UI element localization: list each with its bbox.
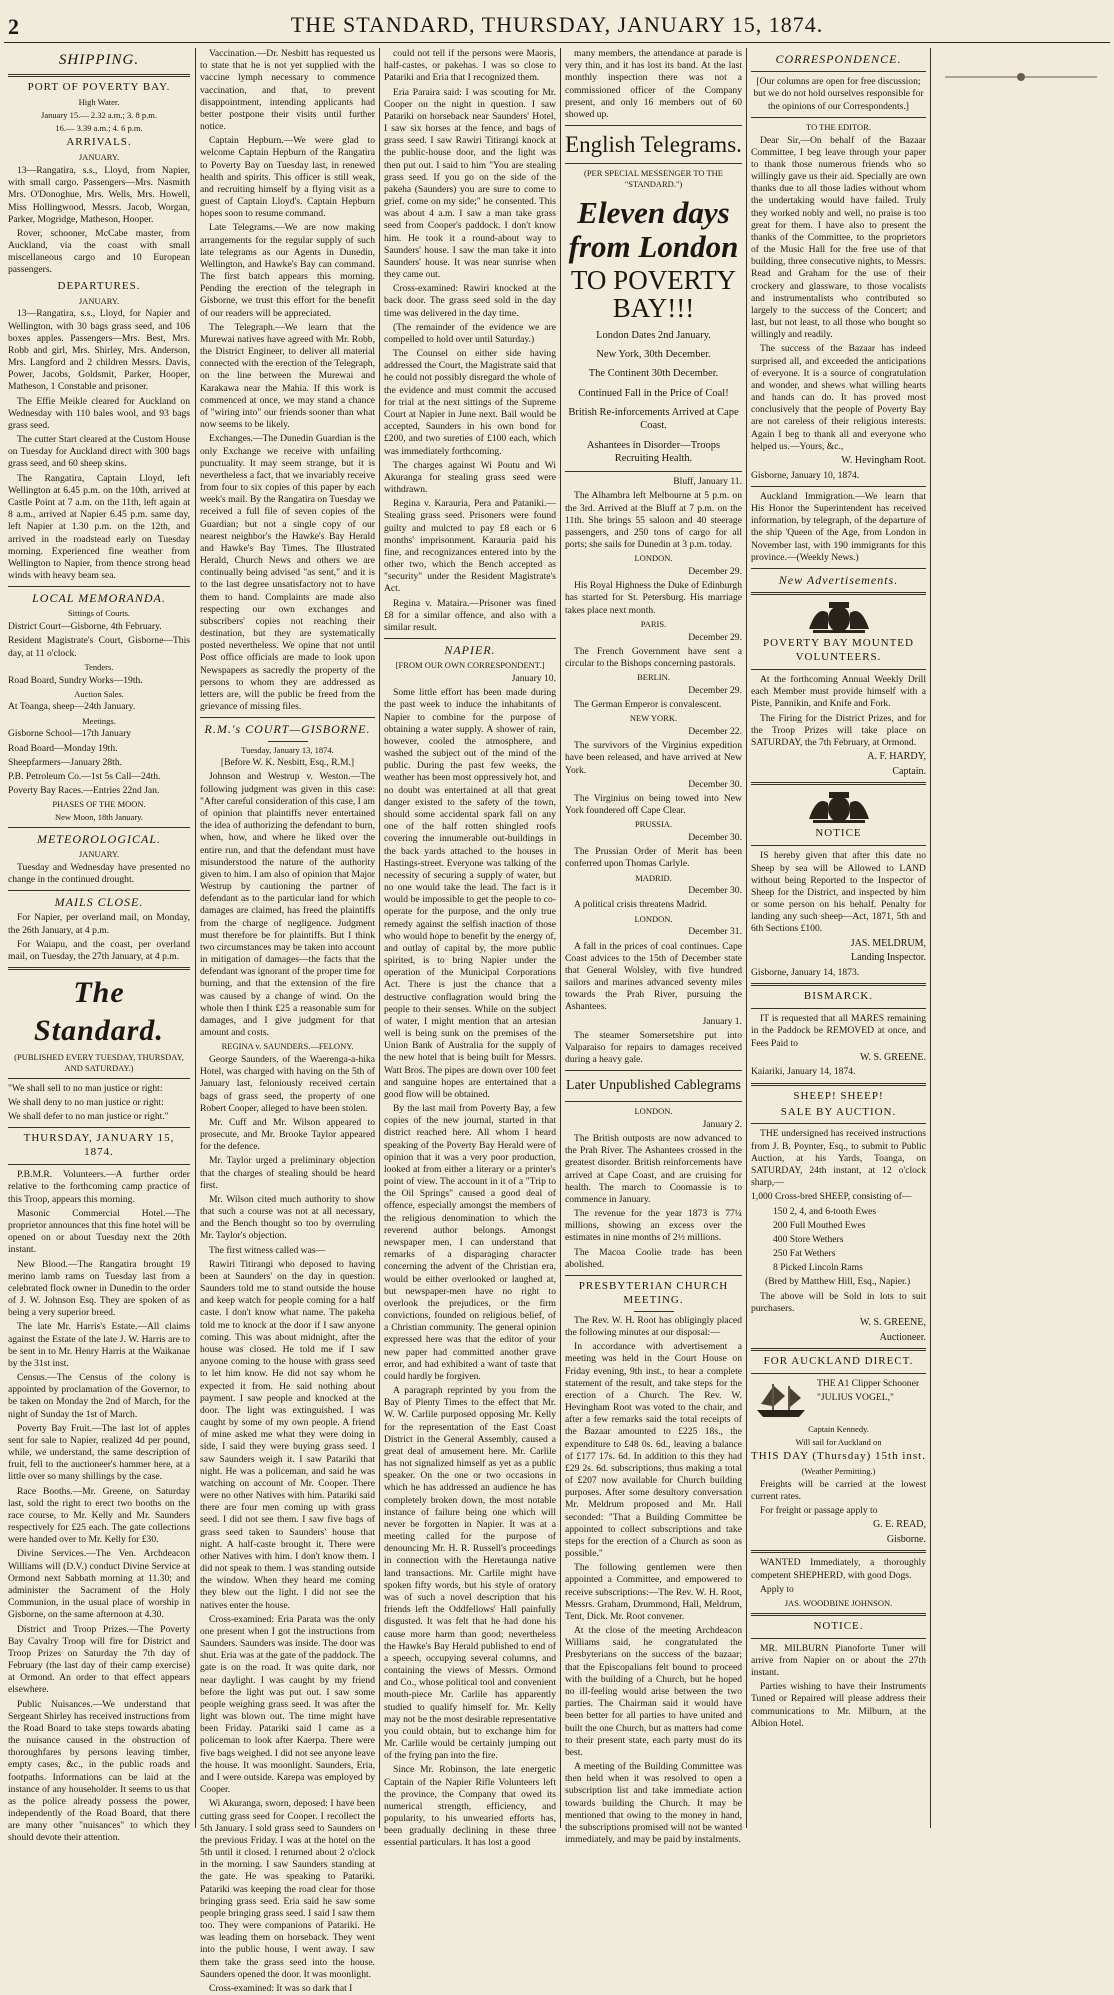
divider xyxy=(751,1008,926,1009)
headline-line: Continued Fall in the Price of Coal! xyxy=(578,387,729,399)
court-item: The first witness called was— xyxy=(209,1244,326,1256)
section-shipping: SHIPPING. xyxy=(58,52,140,68)
column-divider xyxy=(746,48,747,1828)
column-shipping xyxy=(8,48,190,1844)
telegram-item: A political crisis threatens Madrid. xyxy=(574,899,707,911)
telegram-date: December 30. xyxy=(688,831,742,843)
auction-line: At Toanga, sheep—24th January. xyxy=(8,701,136,713)
telegram-place: BERLIN. xyxy=(637,672,670,683)
notice-ad-title: NOTICE. xyxy=(813,1619,864,1632)
departures-heading: DEPARTURES. xyxy=(57,279,141,292)
news-item: Masonic Commercial Hotel.—The proprietor announces that this fine hotel will be opened on or about Tuesday next the 20th instant. xyxy=(8,1207,190,1256)
divider xyxy=(200,717,375,718)
divider xyxy=(751,669,926,670)
divider xyxy=(751,592,926,595)
masthead xyxy=(0,0,1114,44)
telegram-place: PARIS. xyxy=(640,618,667,629)
ad-signature: JAS. WOODBINE JOHNSON. xyxy=(784,1597,893,1608)
column-court-napier xyxy=(384,48,556,1849)
column-correspondence xyxy=(751,48,926,1828)
captain-line: Captain Kennedy. xyxy=(808,1424,869,1435)
news-item: New Blood.—The Rangatira brought 19 merino lamb rams on Tuesday last from a celebrated flock owner in Dunedin to the order of J. W. Johnson Esq. They are spoken of as being a very superior breed. xyxy=(8,1258,190,1319)
issue-date: THURSDAY, JANUARY 15, 1874. xyxy=(23,1132,175,1159)
telegram-item: The British outposts are now advanced to the Prah River. The Ashantees crossed in the greatest disorder. British reinforcements have arrived at Cape Coast, and are cruising for health. The march to Coomassie is to commence in January. xyxy=(565,1133,742,1205)
later-cablegrams-headline: Later Unpublished Cablegrams xyxy=(566,1078,741,1094)
weather-text: Tuesday and Wednesday have presented no change in the continued drought. xyxy=(8,861,190,886)
shipping-news: The Effie Meikle cleared for Auckland on Wednesday with 110 bales wool, and 93 bags grass seed. xyxy=(8,395,190,431)
napier-item: many members, the attendance at parade is very thin, and it has lost its band. At the last monthly inspection there was not a commissioned officer of the Company present, and only 16 members out of 60 showed up. xyxy=(565,48,742,120)
divider xyxy=(565,1070,742,1071)
telegram-date: January 2. xyxy=(702,1118,742,1130)
divider xyxy=(751,1123,926,1124)
divider xyxy=(751,71,926,72)
news-item: Divine Services.—The Ven. Archdeacon Williams will (D.V.) conduct Divine Service at Ormond next Sabbath morning at 11.30; and administer the Sacrament of the Holy Communion, in the usual place of worship in Gisborne, on the same afternoon at 4.30. xyxy=(8,1548,190,1621)
court-item: Wi Akuranga, sworn, deposed: I have been cutting grass seed for Cooper. I recollect the 5th January. I sold grass seed to Saunders on the previous Friday. I was at the hotel on the 5th until it closed. I returned about 2 o'clock in the morning. I saw Saunders standing at the gate. He was speaking to Patariki. Patariki was keeping the road clear for those bringing grass seed. Eria said he saw some people bringing grass seed. I said I saw them too. They were companions of Patariki. He was leading them on horseback. They went into the public house, I went away. I saw them take the grass seed into the house. Saunders opened the door. It was moonlight. xyxy=(200,1798,375,1980)
section-napier: NAPIER. xyxy=(444,643,496,658)
news-item: Exchanges.—The Dunedin Guardian is the only Exchange we receive with unfailing punctuality. It may seem strange, but it is nevertheless a fact, that we invariably receive from four to six copies of this paper by each week's mail. By the Rangatira on Tuesday we received a full file of seven copies of the Guardian; but not a single copy of our nearest neighbor's the Hawke's Bay Herald and Hawke's Bay Times. The Illustrated Herald, Church News and others we are continually being advised "as sent," and it is to the last degree unsatisfactory not to have them to hand. Complaints are made also respecting our own exchanges and subscribers' copies not reaching their destination, but they are systematically posted nevertheless. We opine that not until Post office officials are made to look upon Newspapers as sacredly the property of the persons to whom they are addressed as letters are, will the public be freed from the grievance of missing files. xyxy=(200,433,375,713)
telegram-place: LONDON. xyxy=(634,553,673,564)
presbyterian-item: A meeting of the Building Committee was then held when it was resolved to open a subscription list and take immediate action towards building the Church. It may be mentioned that owing to the money in hand, the subscriptions promised will not be wanted immediately, and may be paid by instalments. xyxy=(565,1761,742,1846)
telegram-item: The German Emperor is convalescent. xyxy=(574,699,722,711)
letter-para: The success of the Bazaar has indeed surprised all, and exceeded the anticipations of everyone. It is a source of congratulation and wonder, and shews what willing hearts and hands can do. It has proved most conclusively that the people of Poverty Bay are not careless of their religious interests. Again I beg to thank all and everyone who helped us.—Yours, &c., xyxy=(751,343,926,452)
section-local-memoranda: LOCAL MEMORANDA. xyxy=(32,591,166,606)
divider xyxy=(565,471,742,472)
court-item: Cross-examined: It was so dark that I xyxy=(209,1982,353,1994)
telegram-date: January 1. xyxy=(702,1015,742,1027)
divider xyxy=(751,1083,926,1086)
section-meteorological: METEOROLOGICAL. xyxy=(36,831,161,846)
divider xyxy=(634,1311,674,1312)
sale-item: 150 2, 4, and 6-tooth Ewes xyxy=(773,1205,877,1217)
masthead-rule xyxy=(4,42,1110,43)
divider xyxy=(565,125,742,126)
newspaper-title: THE STANDARD, THURSDAY, JANUARY 15, 1874. xyxy=(290,12,824,37)
month-label: JANUARY. xyxy=(78,152,120,163)
meeting-line: Sheepfarmers—January 28th. xyxy=(8,756,123,768)
divider xyxy=(268,741,308,742)
tide-line: January 15.— 2.32 a.m.; 3. 8 p.m. xyxy=(41,109,157,120)
divider xyxy=(751,782,926,785)
divider xyxy=(8,890,190,891)
mail-line: For Waiapu, and the coast, per overland mail, on Tuesday, the 27th January, at 4 p.m. xyxy=(8,938,190,962)
telegram-item: A fall in the prices of coal continues. Cape Coast advices to the 15th of December state that General Wolsley, with five hundred sailors and marines advanced seventy miles towards the Prah River, pursuing the Ashantees. xyxy=(565,940,742,1013)
court-item: (The remainder of the evidence we are compelled to hold over until Saturday.) xyxy=(384,321,556,345)
ad-text: THE undersigned has received instructions from J. B. Poynter, Esq., to submit to Public Auction, at his Yards, Toanga, on SATURDAY, 24th instant, at 12 o'clock sharp,— xyxy=(751,1128,926,1189)
ad-signature: W. S. GREENE, xyxy=(859,1316,926,1328)
tide-line: 16.— 3.39 a.m.; 4. 6 p.m. xyxy=(55,122,143,133)
telegram-item: The revenue for the year 1873 is 77¼ millions, showing an excess over the estimates in nine months of 2½ millions. xyxy=(565,1208,742,1244)
ad-text: IS hereby given that after this date no Sheep by sea will be Allowed to LAND without being Reported to the Inspector of Sheep for the District, and inspected by him or some person on his behalf. Penalty for landing any such sheep—Act, 1871, 5th and 6th Sections £100. xyxy=(751,850,926,935)
ad-text: Apply to xyxy=(760,1583,794,1595)
divider xyxy=(565,163,742,164)
news-item: Captain Hepburn.—We were glad to welcome Captain Hepburn of the Rangatira to Poverty Bay on Tuesday last, in renewed health and spirits. This officer is still weak, and recruiting himself by a flying visit as a guest of Captain Lloyd's. Captain Hepburn hopes soon to resume command. xyxy=(200,135,375,220)
ornament-icon xyxy=(935,54,1107,100)
moon-heading: PHASES OF THE MOON. xyxy=(52,799,146,810)
ad-signature-role: Gisborne. xyxy=(886,1533,926,1545)
petroleum-line: P.B. Petroleum Co.—1st 5s Call—24th. xyxy=(8,770,161,782)
divider xyxy=(751,845,926,846)
divider xyxy=(8,74,190,77)
high-water-label: High Water. xyxy=(78,97,120,108)
ad-signature: W. S. GREENE. xyxy=(859,1051,926,1063)
page-number: 2 xyxy=(8,14,19,39)
divider xyxy=(8,967,190,970)
telegram-place: NEW YORK. xyxy=(629,713,678,724)
sale-item: (Bred by Matthew Hill, Esq., Napier.) xyxy=(765,1276,911,1288)
case-heading: REGINA v. SAUNDERS.—FELONY. xyxy=(221,1041,354,1052)
court-item: Cross-examined: Rawiri knocked at the back door. The grass seed sold in the day time was delivered in the day time. xyxy=(384,283,556,319)
ad-signature-role: Auctioneer. xyxy=(879,1331,926,1343)
court-before: [Before W. K. Nesbitt, Esq., R.M.] xyxy=(220,757,355,769)
napier-item: By the last mail from Poverty Bay, a few copies of the new journal, started in that district reached here. All whom I heard speaking of the Poverty Bay Herald were of opinion that it was a very poor production, looked at from either a literary or a printer's point of view. The account in it of a "Trip to the Oil Springs" caused a good deal of offence, especially amongst the members of the religious denomination to which the reverend author belongs. Amongst newspaper men, I can understand that remarks of a disparaging character concerning the advent of the Christian era, would be either overlooked or laughed at, but newspaper-men have no right to overlook the prejudices, or the firm convictions, founded on religious belief, of a Christian community. The general opinion expressed here was that the editor of your new paper had committed another grave error, and had exhibited a want of taste that could hardly be forgiven. xyxy=(384,1103,556,1382)
sheep-ad-title: SHEEP! SHEEP! xyxy=(793,1089,884,1102)
shipping-news: The cutter Start cleared at the Custom House on Tuesday for Auckland direct with 300 bags grass seed, and 60 sheep skins. xyxy=(8,434,190,470)
telegram-place: LONDON. xyxy=(634,1106,673,1117)
court-item: could not tell if the persons were Maoris, half-castes, or pakehas. I was so close to Patariki and Eria that I recognized them. xyxy=(384,48,556,84)
correspondent-note: [FROM OUR OWN CORRESPONDENT.] xyxy=(395,660,545,671)
telegram-date: December 31. xyxy=(688,926,742,938)
letter-signature: W. Hevingham Root. xyxy=(841,455,926,466)
month-label: JANUARY. xyxy=(78,849,120,860)
column-telegrams xyxy=(565,48,742,1846)
sittings-label: Sittings of Courts. xyxy=(67,608,131,619)
telegram-item: His Royal Highness the Duke of Edinburgh has started for St. Petersburg. His marriage takes place next month. xyxy=(565,580,742,616)
divider xyxy=(751,1373,926,1374)
divider xyxy=(8,1078,190,1079)
auction-label: Auction Sales. xyxy=(74,688,124,699)
royal-crest-icon xyxy=(799,789,879,825)
headline-line: British Re-inforcements Arrived at Cape Coast. xyxy=(568,406,739,432)
presbyterian-heading: PRESBYTERIAN CHURCH MEETING. xyxy=(578,1279,729,1306)
ad-text: Will sail for Auckland on xyxy=(795,1437,882,1447)
court-item: Mr. Taylor urged a preliminary objection that the charges of stealing should be heard first. xyxy=(200,1155,375,1191)
weather-permitting: (Weather Permitting.) xyxy=(801,1465,876,1476)
eleven-days-headline: Eleven days from London xyxy=(568,194,739,264)
telegram-item: The Prussian Order of Merit has been conferred upon Thomas Carlyle. xyxy=(565,846,742,870)
moon-line: New Moon, 18th January. xyxy=(55,812,143,823)
sale-ad-title: SALE BY AUCTION. xyxy=(780,1105,897,1118)
tenders-label: Tenders. xyxy=(84,661,114,672)
presbyterian-item: The Rev. W. H. Root has obligingly placed the following minutes at our disposal:— xyxy=(565,1314,742,1339)
meeting-line: Gisborne School—17th January xyxy=(8,728,132,740)
telegram-date: December 30. xyxy=(688,778,742,790)
court-item: Mr. Cuff and Mr. Wilson appeared to prosecute, and Mr. Brooke Taylor appeared for the defence. xyxy=(200,1116,375,1153)
ad-signature: A. F. HARDY, xyxy=(867,751,926,763)
divider xyxy=(751,1613,926,1616)
court-line: District Court—Gisborne, 4th February. xyxy=(8,621,162,633)
motto-line: "We shall sell to no man justice or right: xyxy=(8,1082,163,1094)
news-item: Poverty Bay Fruit.—The last lot of apples sent for sale to Napier, realized 4d per pound, while, we understand, the same description of fruit, fell to the auctioneer's hammer here, at a little over so many shillings by the case. xyxy=(8,1422,190,1483)
court-item: Mr. Wilson cited much authority to show that such a course was not at all necessary, and the Bench thought so too by overruling Mr. Taylor's objection. xyxy=(200,1193,375,1242)
to-editor: TO THE EDITOR. xyxy=(806,121,871,132)
divider xyxy=(751,983,926,986)
divider xyxy=(751,486,926,487)
published-note: (PUBLISHED EVERY TUESDAY, THURSDAY, AND SATURDAY.) xyxy=(14,1052,184,1074)
news-item: Auckland Immigration.—We learn that His Honor the Superintendent has received information, by telegraph, of the departure of the ship 'Queen of the Age, from London in November last, with 190 immigrants for this province.—(Weekly News.) xyxy=(751,490,926,563)
volunteers-ad-title: POVERTY BAY MOUNTED VOLUNTEERS. xyxy=(763,637,914,664)
port-title: PORT OF POVERTY BAY. xyxy=(27,81,171,94)
court-item: The Counsel on either side having addressed the Court, the Magistrate said that he could not possibly disregard the whole of the evidence and must commit the accused for trial at the next sittings of the Supreme Court at Napier in June next. Bail would be accepted, Saunders in his own bond for £200, and two sureties of £100 each, which was immediately forthcoming. xyxy=(384,348,556,457)
special-messenger: (PER SPECIAL MESSENGER TO THE "STANDARD.") xyxy=(583,168,723,190)
ad-place: Gisborne, January 14, 1873. xyxy=(751,967,860,979)
divider xyxy=(8,1164,190,1165)
departure-entry: 13—Rangatira, s.s., Lloyd, for Napier and Wellington, with 30 bags grass seed, and 106 boxes apples. Passengers—Mrs. Best, Mrs. Robb and girl, Mrs. Shirley, Mrs. Anderson, Mrs. Langford and 2 children Messrs. Davis, Power, Jacobs, Goldsmit, Parker, Hooper, Matheson, 1 Constable and prisoner. xyxy=(8,308,190,393)
notice-ad-title: NOTICE xyxy=(815,827,862,840)
news-item: The Telegraph.—We learn that the Murewai natives have agreed with Mr. Robb, the District Engineer, to deliver all material connected with the erection of the Telegraph, on the line between the Murewai and Karakawa near the Mahia. If this work is commenced at once, we may stand a chance of "wiring into" our friends sooner than what now seems to be likely. xyxy=(200,321,375,431)
telegram-item: The survivors of the Virginius expedition have been released, and have arrived at New York. xyxy=(565,740,742,776)
sailing-ship-icon xyxy=(751,1380,811,1420)
section-mails-close: MAILS CLOSE. xyxy=(54,895,144,910)
news-item: Public Nuisances.—We understand that Sergeant Shirley has received instructions from the Road Board to take steps towards abating the nuisance caused in the obstruction of thoroughfares by persons leaving timber, empty cases, &c., in the public roads and footpaths. Informations can be laid at the instance of any householder. It seems to us that as the police already possess the power, independently of the Road Board, that there are many other "nuisances" to which they should devote their attention. xyxy=(8,1698,190,1844)
telegram-place: PRUSSIA. xyxy=(634,819,673,830)
telegram-date: December 29. xyxy=(688,566,742,578)
telegram-date: December 29. xyxy=(688,631,742,643)
presbyterian-item: At the close of the meeting Archdeacon Williams said, he congratulated the Presbyterians on the success of the bazaar; that the Episcopalians felt bound to proceed with the building of a Church, but he hoped no ill-feeling would arise between the two parties. The Chairman said it would have been better for all parties to have united and built the one Church, but as matters had come to their present state, each party must do its best. xyxy=(565,1625,742,1758)
headline-line: Ashantees in Disorder—Troops Recruiting Health. xyxy=(586,439,721,464)
telegram-item: The French Government have sent a circular to the Bishops concerning pastorals. xyxy=(565,645,742,669)
ad-signature-role: Captain. xyxy=(892,765,926,777)
telegram-date: December 30. xyxy=(688,885,742,897)
ad-text: The above will be Sold in lots to suit purchasers. xyxy=(751,1290,926,1314)
divider xyxy=(384,638,556,639)
divider xyxy=(8,1127,190,1128)
letter-para: Dear Sir,—On behalf of the Bazaar Committee, I beg leave through your paper to thank those numerous friends who so willingly gave us their aid. Specially are own thanks due to all those ladies without whom the undertaking would have failed. Truly they worked nobly and well, no praise is too great for them. I have also to present the thanks of the Committee, to the proprietors of the Music Hall for the free use of that building, three consecutive nights, to Messrs. Read and Graham for the use of their crockery and glassware, to those vocalists and instrumentalists who contributed so largely to the success of the Concert; and last, but not least, to all those who bought so willingly and readily. xyxy=(751,134,926,341)
court-line: Resident Magistrate's Court, Gisborne—This day, at 11 o'clock. xyxy=(8,635,190,659)
napier-item: A paragraph reprinted by you from the Bay of Plenty Times to the effect that Mr. W. W. Carlile purposed opposing Mr. Kelly for the representation of the East Coast District in the General Assembly, caused a great deal of amusement here. Mr. Carlile has not signalized himself as yet as a public speaker. On the one or two occasions in which he has addressed an audience he has completely broken down, the most notable instance of failure being one which will never be forgotten in Napier. It was at a meeting called for the purpose of denouncing Mr. H. R. Russell's proceedings in connection with the Heretaunga native land transactions. Mr. Carlile might have spoken fifty words, but his style of oratory was of such a novel description that his friends left the Oddfellows' Hall painfully disgusted. It was felt that he had done his cause more harm than good; nevertheless the Hawke's Bay Herald published to end of a speech, occupying several columns, and containing the views of Messrs. Ormond and Co., whose political tool and convenient mouth-piece Mr. Carlile has apparently studied to qualify himself for. Mr. Kelly may not be the most desirable representative you could obtain, but to exchange him for Mr. Carlile would be certainly jumping out of the frying pan into the fire. xyxy=(384,1385,556,1762)
telegram-item: The Virginius on being towed into New York foundered off Cape Clear. xyxy=(565,792,742,817)
section-new-advertisements: New Advertisements. xyxy=(778,572,899,587)
divider xyxy=(565,1101,742,1102)
arrivals-heading: ARRIVALS. xyxy=(66,136,132,149)
news-item: Late Telegrams.—We are now making arrangements for the regular supply of such late telegrams as our Agents in Dunedin, Wellington, and Hawke's Bay can command. The first batch appears this morning. Pending the erection of the telegraph in Gisborne, we trust this effort for the benefit of our readers will be appreciated. xyxy=(200,222,375,319)
motto-line: We shall deny to no man justice or right: xyxy=(8,1097,164,1109)
divider xyxy=(8,586,190,587)
court-item: Regina v. Mataira.—Prisoner was fined £8 for a similar offence, and also with a similar result. xyxy=(384,597,556,633)
telegram-item: The Alhambra left Melbourne at 5 p.m. on the 3rd. Arrived at the Bluff at 7 p.m. on the 11th. She brings 55 saloon and 40 steerage passengers, and 250 tons of cargo for all ports; she sails for Dunedin at 3 p.m. today. xyxy=(565,490,742,551)
ad-signature-role: Landing Inspector. xyxy=(851,952,926,964)
meetings-label: Meetings. xyxy=(82,715,116,726)
column-local-news xyxy=(200,48,375,1994)
divider xyxy=(751,1638,926,1639)
presbyterian-item: In accordance with advertisement a meeting was held in the Court House on Friday evening, 9th inst., to hear a complete statement of the result, and take steps for the erection of a Church. The Rev. W. Hevingham Root was voted to the chair, and after a few remarks said the total receipts of the Bazaar amounted to £225 18s., the expenditure to £48 0s. 6d., leaving a balance of £177 17s. 6d. In addition to this they had £29 2s. 6d. subscriptions, thus making a total of £207 now available for Church building purposes. After some desultory conversation Mr. Meldrum proposed and Mr. Hall seconded: "That a Building Committee be appointed to collect subscriptions and take steps for the erection of a Church as soon as possible." xyxy=(565,1341,742,1560)
divider xyxy=(751,1348,926,1351)
column-divider xyxy=(379,48,380,1828)
to-poverty-bay-headline: TO POVERTY BAY!!! xyxy=(570,264,737,324)
sail-day: THIS DAY (Thursday) 15th inst. xyxy=(751,1449,926,1462)
news-item: The late Mr. Harris's Estate.—All claims against the Estate of the late J. W. Harris are to be sent in to Mr. Henry Harris at the Waikanae by the 31st inst. xyxy=(8,1321,190,1369)
napier-date: January 10. xyxy=(511,673,556,685)
section-court: R.M.'s COURT—GISBORNE. xyxy=(204,722,371,737)
ad-text: IT is requested that all MARES remaining in the Paddock be REMOVED at once, and Fees Paid to xyxy=(751,1013,926,1049)
ad-signature: JAS. MELDRUM, xyxy=(850,937,926,949)
headline-line: New York, 30th December. xyxy=(596,349,711,360)
ad-text: Freights will be carried at the lowest current rates. xyxy=(751,1478,926,1502)
napier-item: Since Mr. Robinson, the late energetic Captain of the Napier Rifle Volunteers left the province, the Company that owed its numerical strength, efficiency, and popularity, to his unwearied efforts has, been gradually declining in these three essential particulars. It has lost a good xyxy=(384,1764,556,1849)
correspondence-note: [Our columns are open for free discussion; but we do not hold ourselves responsible for the opinions of our Correspondents.] xyxy=(753,76,924,112)
bismarck-ad-title: BISMARCK. xyxy=(803,990,874,1003)
bluff-date: Bluff, January 11. xyxy=(673,476,742,488)
ad-text: The Firing for the District Prizes, and for the Troop Prizes will take place on SATURDAY, the 7th February, at Ormond. xyxy=(751,712,926,748)
telegram-date: December 22. xyxy=(688,726,742,737)
sale-item: 200 Full Mouthed Ewes xyxy=(773,1219,866,1231)
telegram-date: December 29. xyxy=(688,684,742,696)
ad-text: MR. MILBURN Pianoforte Tuner will arrive from Napier on or about the 27th instant. xyxy=(751,1642,926,1679)
telegram-place: MADRID. xyxy=(635,872,672,883)
news-item: Vaccination.—Dr. Nesbitt has requested us to state that he is not yet supplied with the vaccine lymph necessary to commence vaccination, and that, to prevent disappointment, intending applicants had better postpone their visits until further notice. xyxy=(200,48,375,133)
court-item: Rawiri Titirangi who deposed to having been at Saunders' on the day in question. Saunders told me to stand outside the house and keep watch for people coming for a half caste. I don't know what name. The pakeha told me to knock at the door if I saw anyone coming. This was about midnight, after the house was closed. He told me if I saw anyone coming to the house with grass seed to let him know. He did not say whom he expected it from. He said nothing about payment. I saw people and knocked at the door. The light was extinguished. I was caught by some of my own people. A friend of mine asked me what they were doing in side, I said they were buying grass seed. I saw Saunders weigh it. I saw Patariki that night. He was a policeman, and said he was watching on account of Mr. Cooper. There were no other Natives with him. Patariki said there are four men coming up with grass seed. I did not see them. I saw five bags of grass seed taken to Saunders' house that night. A half-caste brought it. There were other Natives with him. I don't know them. I did not speak to them. I was standing outside the window. When they heard me coming they blew out the light. I did not see the natives enter the house. xyxy=(200,1258,375,1611)
section-correspondence: CORRESPONDENCE. xyxy=(775,52,902,66)
sale-item: 400 Store Wethers xyxy=(773,1233,844,1245)
ad-text: THE A1 Clipper Schooner xyxy=(817,1378,920,1390)
auckland-ad-title: FOR AUCKLAND DIRECT. xyxy=(763,1355,914,1368)
sale-item: 250 Fat Wethers xyxy=(773,1248,836,1260)
telegrams-headline: English Telegrams. xyxy=(565,132,742,158)
mail-line: For Napier, per overland mail, on Monday, the 26th January, at 4 p.m. xyxy=(8,912,190,936)
schooner-name: "JULIUS VOGEL," xyxy=(817,1392,894,1404)
news-item: Census.—The Census of the colony is appointed by proclamation of the Governor, to be taken on Monday the 2nd of March, for the night of Sunday the 1st of March. xyxy=(8,1372,190,1420)
page-margin xyxy=(935,48,1107,1828)
divider xyxy=(565,1275,742,1276)
shipping-news: The Rangatira, Captain Lloyd, left Wellington at 6.45 p.m. on the 10th, arrived at Castle Point at 7 a.m. on the 11th, left again at 8 a.m., arrived at Napier 6.45 p.m. same day, left Napier at 1.30 p.m. on the 12th, and arrived in the roadstead early on Tuesday morning. Experienced fine weather from Wellington to Napier, from thence strong head winds with heavy beam sea. xyxy=(8,472,190,582)
ad-text: At the forthcoming Annual Weekly Drill each Member must provide himself with a Piste, Pannikin, and Knife and Fork. xyxy=(751,674,926,710)
court-item: Cross-examined: Eria Parata was the only one present when I got the instructions from Saunders. Saunders was inside. The door was shut. Eria was at the gate of the paddock. The gate is on the road. It was quite dark, nor near daylight. I was caught by my friend before the light was put out. I saw some people weighing grass seed. It was after the light was blown out. The time might have been Friday. Patariki said I came as a policeman to look after Kaerpa. There were five bags weighed. I did not see anyone leave the house. It was moonlight. Saunders, Eria, and I were outside. Karepa was employed by Cooper. xyxy=(200,1613,375,1796)
divider xyxy=(8,827,190,828)
column-divider xyxy=(195,48,196,1828)
divider xyxy=(751,117,926,118)
news-item: Race Booths.—Mr. Greene, on Saturday last, sold the right to erect two booths on the race course, to Mr. Kelly and Mr. Saunders respectively for £25 each. The gate collections were handed over to Mr. Kelly for £30. xyxy=(8,1485,190,1546)
meeting-line: Road Board—Monday 19th. xyxy=(8,742,118,754)
ad-signature: G. E. READ, xyxy=(872,1519,926,1531)
court-item: Regina v. Karauria, Pera and Pataniki.—Stealing grass seed. Prisoners were found guilty and mulcted to pay £8 each or 6 months' imprisonment. Karauria paid his fine, and recognizances entered into by the other two, which the Bench accepted as "security" under the Resident Magistrate's Act. xyxy=(384,498,556,595)
telegram-place: LONDON. xyxy=(634,913,673,924)
news-item: P.B.M.R. Volunteers.—A further order relative to the forthcoming camp practice of this Troop, appears this morning. xyxy=(8,1169,190,1205)
ad-text: WANTED Immediately, a thoroughly competent SHEPHERD, with good Dogs. xyxy=(751,1557,926,1581)
news-item: District and Troop Prizes.—The Poverty Bay Cavalry Troop will fire for District and Troop Prizes on Saturday the 7th day of February (the last day of their camp exercise) at Ormond. An order to that effect appears elsewhere. xyxy=(8,1623,190,1696)
royal-crest-icon xyxy=(799,599,879,635)
court-item: Eria Paraira said: I was scouting for Mr. Cooper on the night in question. I saw Patariki on horseback near Saunders' Hotel, I saw six horses at the fence, and bags of grass seed. I saw Rawiri Titirangi knock at the public-house door, and the light was then put out. I said to him "You are stealing grass seed. If you go on the side of the pakeha (Saunders) you are sure to come to grief. come on my side;" he consented. This was about 4 a.m. I saw a man take grass seed from Cooper's paddock. I don't know him. He took it a round-about way to Saunders' house. I saw the man take it into Saunders' house. It was near sunrise when they came out. xyxy=(384,86,556,281)
letter-place: Gisborne, January 10, 1874. xyxy=(751,469,860,481)
ad-text: Parties wishing to have their Instruments Tuned or Repaired will please address their communications to Mr. Milburn, at the Albion Hotel. xyxy=(751,1681,926,1729)
ad-text: 1,000 Cross-bred SHEEP, consisting of— xyxy=(751,1191,912,1203)
divider xyxy=(751,1550,926,1553)
court-item: Johnson and Westrup v. Weston.—The following judgment was given in this case: "After careful consideration of this case, I am of opinion that plaintiffs never entertained the idea of authorizing the defendant to burn, when, how, and where he liked over the entire run, and that the defendant must have misunderstood the nature of the authority given to him. I am also of opinion that Major Westrup by cautioning the partner of defendant as to the particular land for which damages are claimed, has freed the plaintiffs from the charge of negligence. Judgment must therefore be for plaintiffs. But I think two circumstances may be taken into account in mitigation of damages—the facts that the defendant was ignorant of the proper time for burning, and that the extension of the fire was caused by a change of wind. On the whole then I think £25 a reasonable sum for damages, and I give judgment for that amount and costs. xyxy=(200,771,375,1039)
court-date: Tuesday, January 13, 1874. xyxy=(241,744,334,755)
arrival-entry: 13—Rangatira, s.s., Lloyd, from Napier, with small cargo. Passengers—Mrs. Nasmith Mrs. O'Donoghue, Mrs. Wells, Mrs. Howell, Miss Hollingwood, Messrs. Jacob, Worgan, Parker, Mogridge, Matheson, Hooper. xyxy=(8,165,190,225)
tenders-line: Road Board, Sundry Works—19th. xyxy=(8,674,143,686)
races-line: Poverty Bay Races.—Entries 22nd Jan. xyxy=(8,785,160,797)
court-item: George Saunders, of the Waerenga-a-hika Hotel, was charged with having on the 5th of January last, feloniously received certain bags of grass seed, the property of one Robert Cooper, alleged to have been stolen. xyxy=(200,1054,375,1114)
headline-line: London Dates 2nd January. xyxy=(596,329,711,341)
column-divider xyxy=(930,48,931,1828)
telegram-item: The Macoa Coolie trade has been abolished. xyxy=(565,1246,742,1270)
napier-item: Some little effort has been made during the past week to induce the inhabitants of Napier to combine for the purpose of obtaining a water supply. A shower of rain, however, cooled the atmosphere, and washed the subject out of the mind of the public. During the past few weeks, the weather has been most oppressively hot, and no doubt was entertained at all that great danger existed to the safety of the town, should some accidental spark fall on any one of the half rotten shingled roofs covering the innumerable out-buildings in the back yards attached to the houses in Hastings-street. Everyone was talking of the necessity of securing a supply of water, but no one would take the lead. The fact is it would be impossible to get the people to co-operate for the purpose, and the only true remedy against the selfish inaction of those who would hope to benefit by the energy of, and outlay of capital by, the more public spirited, is to bring Napier under the operation of the Municipal Corporations Act. There is just the chance that a destructive conflagration would bring the people to their senses. While on the subject of water, I might mention that an artesian well is being sunk on the premises of the Union Bank of Australia for the supply of the new hotel that is being built for Messrs. Watt Bros. The pipes are down over 100 feet and sanguine hopes are entertained that a good flow will be obtained. xyxy=(384,687,556,1100)
ad-text: For freight or passage apply to xyxy=(760,1504,878,1516)
presbyterian-item: The following gentlemen were then appointed a Committee, and empowered to receive subscriptions:—The Rev. W. H. Root, Messrs. Graham, Drummond, Hall, Meldrum, Tent, Dick. Mr. Root convener. xyxy=(565,1562,742,1622)
column-divider xyxy=(560,48,561,1828)
headline-line: The Continent 30th December. xyxy=(588,368,719,380)
motto-line: We shall defer to no man justice or right." xyxy=(8,1111,169,1123)
ad-place: Kaiariki, January 14, 1874. xyxy=(751,1066,856,1078)
court-item: The charges against Wi Poutu and Wi Akuranga for stealing grass seed were withdrawn. xyxy=(384,459,556,496)
arrival-entry: Rover, schooner, McCabe master, from Auckland, via the coast with small miscellaneous cargo and 10 European passengers. xyxy=(8,227,190,276)
sale-item: 8 Picked Lincoln Rams xyxy=(773,1262,863,1274)
telegram-item: The steamer Somersetshire put into Valparaiso for repairs to damages received during a heavy gale. xyxy=(565,1029,742,1066)
divider xyxy=(751,568,926,569)
month-label: JANUARY. xyxy=(78,295,120,306)
paper-nameplate: The Standard. xyxy=(34,976,164,1048)
